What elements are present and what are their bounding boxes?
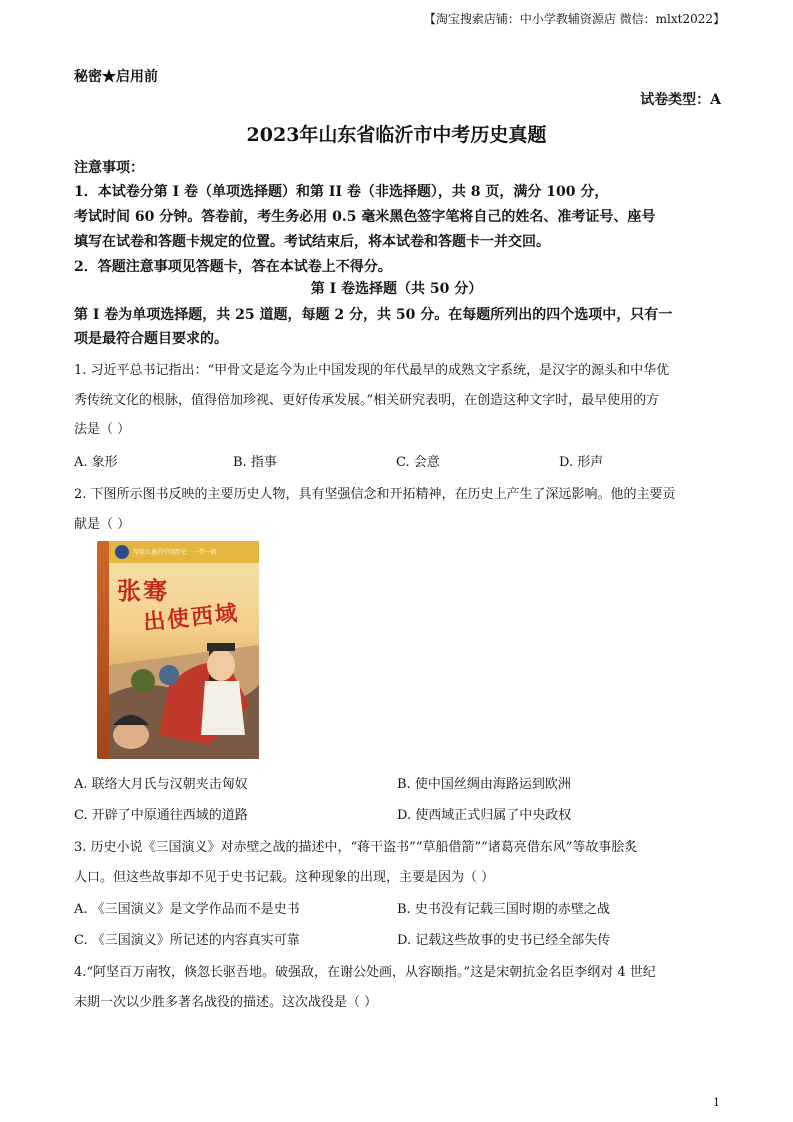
option: D. 使西域正式归属了中央政权 xyxy=(397,808,572,823)
notes-line: 2．答题注意事项见答题卡，答在本试卷上不得分。 xyxy=(74,259,392,275)
publisher-logo-icon xyxy=(115,545,129,559)
notes-line: 考试时间 60 分钟。答卷前，考生务必用 0.5 毫米黑色签字笔将自己的姓名、准考证号、座号 xyxy=(74,209,656,225)
book-title-line2: 出使西域 xyxy=(142,601,241,636)
question-text: 献是（ ） xyxy=(74,517,131,532)
question-text: 2. 下图所示图书反映的主要历史人物，具有坚强信念和开拓精神，在历史上产生了深远影响。他的主要贡 xyxy=(74,487,676,502)
question-text: 1. 习近平总书记指出：“甲骨文是迄今为止中国发现的年代最早的成熟文字系统，是汉字的源头和中华优 xyxy=(74,363,670,378)
page-title: 2023年山东省临沂市中考历史真题 xyxy=(246,124,547,146)
book-title-line1: 张骞 xyxy=(117,577,169,605)
question-text: 3. 历史小说《三国演义》对赤壁之战的描述中，“蒋干盗书”“草船借箭”“诸葛亮借东风”等故事脍炙 xyxy=(74,840,638,855)
section-desc: 项是最符合题目要求的。 xyxy=(74,331,228,347)
question-text: 4.“阿坚百万南牧，倏忽长驱吾地。破强敌，在谢公处画，从容颐指。”这是宋朝抗金名臣李纲对 4 世纪 xyxy=(74,965,656,980)
question-text: 秀传统文化的根脉，值得倍加珍视、更好传承发展。”相关研究表明，在创造这种文字时，最早使用的方 xyxy=(74,393,660,408)
option: B. 史书没有记载三国时期的赤壁之战 xyxy=(397,902,610,917)
shop-header: 【淘宝搜索店铺：中小学教辅资源店 微信：mlxt2022】 xyxy=(423,12,725,26)
option: D. 形声 xyxy=(559,455,604,470)
option: D. 记载这些故事的史书已经全部失传 xyxy=(397,933,611,948)
option: C. 《三国演义》所记述的内容真实可靠 xyxy=(74,933,300,948)
book-illustration xyxy=(109,625,259,759)
paper-type: 试卷类型：A xyxy=(640,92,721,108)
section-desc: 第 I 卷为单项选择题，共 25 道题，每题 2 分，共 50 分。在每题所列出的四个选项中，只有一 xyxy=(74,307,673,323)
page-number: 1 xyxy=(713,1096,720,1109)
option: C. 会意 xyxy=(396,455,440,470)
notes-line: 填写在试卷和答题卡规定的位置。考试结束后，将本试卷和答题卡一并交回。 xyxy=(74,234,550,250)
notes-heading: 注意事项： xyxy=(74,160,144,176)
book-cover-image xyxy=(97,541,259,759)
question-text: 末期一次以少胜多著名战役的描述。这次战役是（ ） xyxy=(74,995,378,1010)
book-spine xyxy=(97,541,109,759)
option: A. 《三国演义》是文学作品而不是史书 xyxy=(74,902,300,917)
option: B. 使中国丝绸由海路运到欧洲 xyxy=(397,777,571,792)
question-text: 法是（ ） xyxy=(74,422,131,437)
section-title: 第 I 卷选择题（共 50 分） xyxy=(310,281,483,297)
secret-label: 秘密★启用前 xyxy=(74,69,158,85)
option: A. 象形 xyxy=(74,455,118,470)
option: C. 开辟了中原通往西域的道路 xyxy=(74,808,248,823)
question-text: 人口。但这些故事却不见于史书记载。这种现象的出现，主要是因为（ ） xyxy=(74,870,495,885)
notes-line: 1．本试卷分第 I 卷（单项选择题）和第 II 卷（非选择题），共 8 页，满分 100 分， xyxy=(74,184,609,200)
option: A. 联络大月氏与汉朝夹击匈奴 xyxy=(74,777,248,792)
book-cover xyxy=(109,541,259,759)
book-series: 写给儿童的中国历史 · 一带一路 xyxy=(133,549,217,556)
option: B. 指事 xyxy=(233,455,277,470)
